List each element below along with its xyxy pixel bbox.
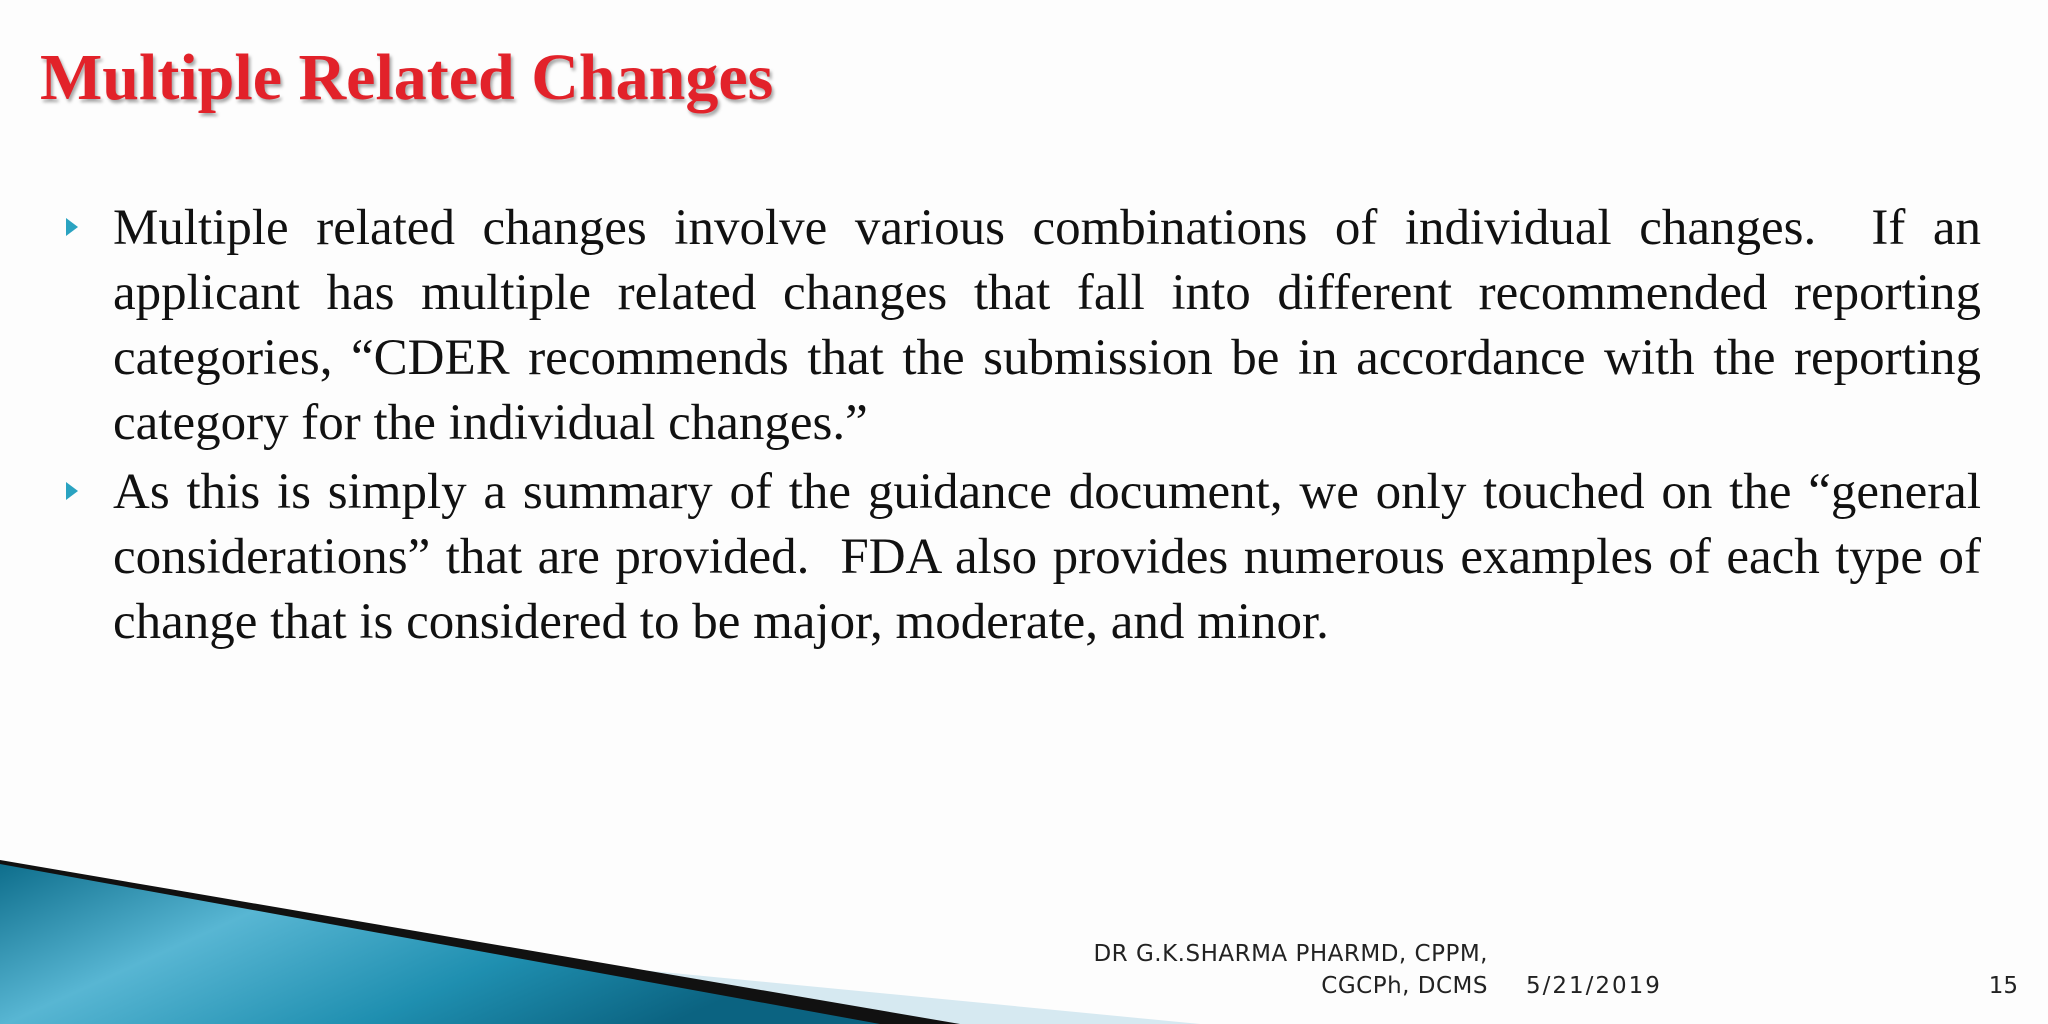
triangle-bullet-icon (66, 482, 78, 500)
footer-author-line: CGCPh, DCMS (1321, 973, 1488, 999)
footer-author (1093, 938, 1488, 1002)
triangle-bullet-icon (66, 218, 78, 236)
footer-date: 5/21/2019 (1526, 973, 1662, 999)
slide-number: 15 (1988, 973, 2018, 999)
footer-author-line: DR G.K.SHARMA PHARMD, CPPM, (1093, 941, 1488, 967)
slide-title: Multiple Related Changes (40, 41, 774, 114)
wedge-teal-band (0, 864, 880, 1024)
bullet-text: As this is simply a summary of the guidance document, we only touched on the “general considerations” that are provided. FDA also provides numerous examples of each type of change that is considered to be major, moderate, and minor. (113, 464, 1994, 650)
bullet-text: Multiple related changes involve various combinations of individual changes. If an applicant has multiple related changes that fall into different recommended reporting categories, “CDER recommends that the submission be in accordance with the reporting category for the individual changes.” (113, 200, 1994, 451)
